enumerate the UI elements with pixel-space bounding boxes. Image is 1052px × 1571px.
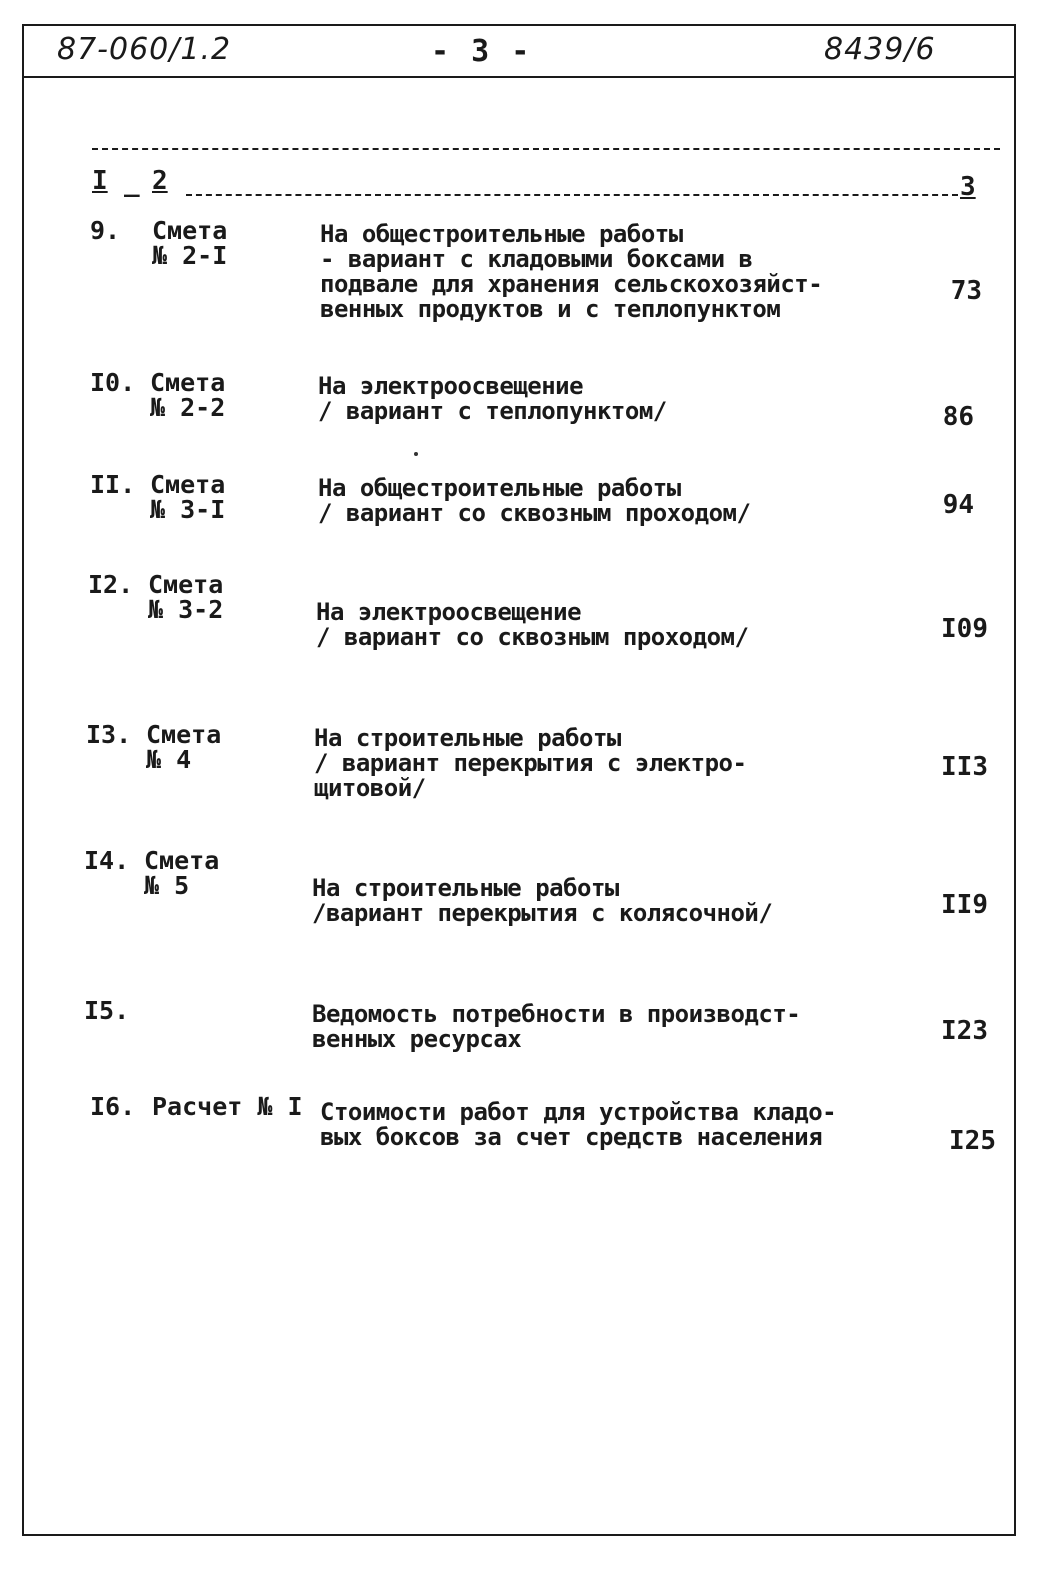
entry-description-line: Ведомость потребности в производст- [312,1000,801,1028]
entry-page: I25 [949,1126,996,1156]
entry-kind [148,572,223,622]
entry-description [314,726,746,801]
entry-description [318,374,667,424]
entry-number: II. [90,470,136,499]
entry-number: I3. [86,720,132,749]
entry-kind [150,370,225,420]
entry-kind [144,848,219,898]
column-separator: _ [124,168,140,198]
entry-description-line: Стоимости работ для устройства кладо- [320,1098,837,1126]
entry-kind [152,1094,303,1119]
entry-kind-line: Смета [144,846,220,875]
entry-kind-line: Смета [146,720,222,749]
entry-kind-line: Расчет № I [152,1092,303,1121]
entry-page: I23 [941,1016,988,1046]
entry-kind-line: № 3-2 [148,595,224,624]
inventory-number: 8439/6 [824,32,936,67]
entry-description-line: вых боксов за счет средств населения [320,1123,823,1151]
entry-number: I5. [84,996,130,1025]
document-code: 87-060/1.2 [57,32,232,67]
entry-kind-line: Смета [150,470,226,499]
entry-description-line: На строительные работы [314,724,621,752]
entry-number: I0. [90,368,136,397]
dashed-rule-columns [186,194,958,196]
entry-number: 9. [90,216,121,245]
header-band [24,26,1014,78]
entry-kind [150,472,225,522]
entry-description-line: /вариант перекрытия с колясочной/ [312,899,773,927]
entry-number: I4. [84,846,130,875]
entry-number: I6. [90,1092,136,1121]
entry-description-line: / вариант с теплопунктом/ [318,397,667,425]
entry-page: 73 [950,276,982,306]
entry-description-line: - вариант с кладовыми боксами в [320,245,753,273]
entry-description-line: щитовой/ [314,774,426,802]
entry-page: 94 [942,490,974,520]
entry-kind-line: Смета [152,216,228,245]
entry-description [320,222,822,322]
entry-kind-line: Смета [148,570,224,599]
entry-kind-line: № 5 [144,871,190,900]
entry-description-line: На общестроительные работы [318,474,681,502]
entry-description-line: / вариант перекрытия с электро- [314,749,747,777]
entry-kind-line: № 2-2 [150,393,226,422]
column-number-2: 2 [152,166,168,196]
entry-description-line: На электроосвещение [318,372,584,400]
entry-page: I09 [941,614,988,644]
entry-description [318,476,750,526]
entry-number: I2. [88,570,134,599]
page-frame [22,24,1016,1536]
page-number: - 3 - [431,34,532,69]
entry-description-line: венных ресурсах [312,1025,522,1053]
entry-description-line: На электроосвещение [316,598,582,626]
entry-description-line: На общестроительные работы [320,220,683,248]
entry-kind-line: № 4 [146,745,192,774]
entry-description [312,876,772,926]
entry-kind [152,218,227,268]
entry-description [320,1100,836,1150]
entry-description-line: На строительные работы [312,874,619,902]
dashed-rule-top [92,148,1000,150]
entry-kind-line: № 3-I [150,495,226,524]
entry-description-line: / вариант со сквозным проходом/ [316,623,749,651]
entry-description-line: подвале для хранения сельскохозяйст- [320,270,823,298]
entry-page: 86 [942,402,974,432]
entry-description [312,1002,800,1052]
entry-description-line: венных продуктов и с теплопунктом [320,295,781,323]
entry-kind [146,722,221,772]
entry-description [316,600,748,650]
entry-kind-line: № 2-I [152,241,228,270]
entry-kind-line: Смета [150,368,226,397]
column-number-1: I [92,166,108,196]
paper-speck [414,452,418,456]
entry-page: II3 [941,752,988,782]
column-number-3: 3 [960,172,976,202]
entry-page: II9 [941,890,988,920]
entry-description-line: / вариант со сквозным проходом/ [318,499,751,527]
